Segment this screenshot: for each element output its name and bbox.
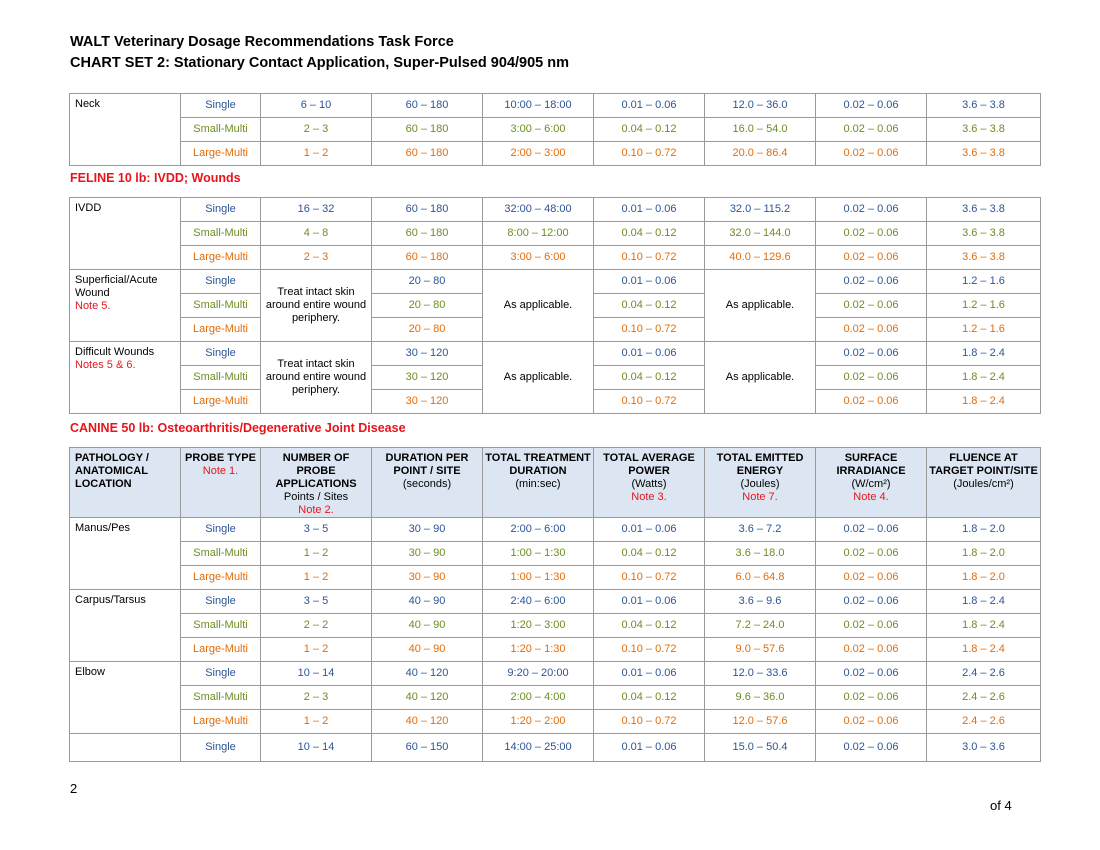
total-duration-cell: 1:20 – 1:30 [483, 638, 594, 662]
probe-type-cell: Large-Multi [181, 390, 261, 414]
header-note: Note 7. [742, 491, 778, 503]
duration-cell: 30 – 120 [372, 390, 483, 414]
surface-irradiance-cell: 0.02 – 0.06 [816, 662, 927, 686]
probe-applications-cell: 1 – 2 [261, 710, 372, 734]
average-power-cell: 0.10 – 0.72 [594, 142, 705, 166]
header-note: Note 4. [853, 491, 889, 503]
emitted-energy-cell: 20.0 – 86.4 [705, 142, 816, 166]
header-unit: (Joules) [740, 478, 780, 490]
pathology-cell [70, 198, 181, 270]
total-duration-cell: 2:00 – 3:00 [483, 142, 594, 166]
probe-type-cell: Large-Multi [181, 566, 261, 590]
emitted-energy-cell: 32.0 – 144.0 [705, 222, 816, 246]
table-row [70, 662, 1041, 686]
probe-type-cell: Single [181, 518, 261, 542]
header-duration [372, 448, 483, 518]
average-power-cell: 0.04 – 0.12 [594, 222, 705, 246]
pathology-cell [70, 662, 181, 734]
surface-irradiance-cell: 0.02 – 0.06 [816, 390, 927, 414]
table-header-row [70, 448, 1041, 518]
header-surface-irradiance [816, 448, 927, 518]
fluence-cell: 1.8 – 2.4 [927, 590, 1041, 614]
pathology-note: Note 5. [75, 300, 111, 312]
fluence-cell: 1.8 – 2.4 [927, 614, 1041, 638]
probe-type-cell: Large-Multi [181, 638, 261, 662]
header-unit: (Watts) [631, 478, 667, 490]
probe-applications-cell: 4 – 8 [261, 222, 372, 246]
surface-irradiance-cell: 0.02 – 0.06 [816, 342, 927, 366]
average-power-cell: 0.01 – 0.06 [594, 518, 705, 542]
duration-cell: 30 – 90 [372, 518, 483, 542]
table-row [70, 734, 1041, 762]
surface-irradiance-cell: 0.02 – 0.06 [816, 294, 927, 318]
average-power-cell: 0.10 – 0.72 [594, 710, 705, 734]
probe-type-cell: Small-Multi [181, 222, 261, 246]
fluence-cell: 1.8 – 2.0 [927, 566, 1041, 590]
page-number: 2 [70, 781, 78, 796]
canine-dosage-table [69, 447, 1041, 762]
probe-type-cell: Single [181, 734, 261, 762]
fluence-cell: 2.4 – 2.6 [927, 686, 1041, 710]
table-row [70, 94, 1041, 118]
total-duration-cell: 8:00 – 12:00 [483, 222, 594, 246]
average-power-cell: 0.04 – 0.12 [594, 686, 705, 710]
duration-cell: 30 – 90 [372, 566, 483, 590]
duration-cell: 20 – 80 [372, 270, 483, 294]
surface-irradiance-cell: 0.02 – 0.06 [816, 518, 927, 542]
probe-applications-cell: 10 – 14 [261, 734, 372, 762]
chart-set-subtitle: CHART SET 2: Stationary Contact Application, Super-Pulsed 904/905 nm [70, 55, 570, 71]
probe-type-cell: Large-Multi [181, 710, 261, 734]
probe-applications-cell: 1 – 2 [261, 638, 372, 662]
header-fluence [927, 448, 1041, 518]
probe-applications-cell: 2 – 3 [261, 118, 372, 142]
surface-irradiance-cell: 0.02 – 0.06 [816, 118, 927, 142]
fluence-cell: 1.8 – 2.4 [927, 638, 1041, 662]
probe-type-cell: Large-Multi [181, 246, 261, 270]
fluence-cell: 1.2 – 1.6 [927, 318, 1041, 342]
header-label: FLUENCE AT TARGET POINT/SITE [929, 452, 1038, 477]
pathology-cell [70, 518, 181, 590]
surface-irradiance-cell: 0.02 – 0.06 [816, 366, 927, 390]
probe-type-cell: Small-Multi [181, 294, 261, 318]
probe-type-cell: Single [181, 270, 261, 294]
duration-cell: 60 – 180 [372, 222, 483, 246]
table-row [70, 686, 1041, 710]
duration-cell: 40 – 90 [372, 638, 483, 662]
emitted-energy-cell: 12.0 – 57.6 [705, 710, 816, 734]
duration-cell: 60 – 180 [372, 118, 483, 142]
table-row [70, 222, 1041, 246]
table-row [70, 566, 1041, 590]
fluence-cell: 3.6 – 3.8 [927, 198, 1041, 222]
pathology-note: Notes 5 & 6. [75, 359, 136, 371]
probe-applications-cell: 3 – 5 [261, 590, 372, 614]
probe-applications-cell: 2 – 3 [261, 686, 372, 710]
probe-applications-cell: 1 – 2 [261, 566, 372, 590]
pathology-cell [70, 270, 181, 342]
total-duration-cell: 2:00 – 4:00 [483, 686, 594, 710]
header-unit: Points / Sites [283, 491, 349, 503]
total-duration-cell: 2:40 – 6:00 [483, 590, 594, 614]
surface-irradiance-cell: 0.02 – 0.06 [816, 614, 927, 638]
header-unit: (seconds) [402, 478, 452, 490]
total-duration-cell: 10:00 – 18:00 [483, 94, 594, 118]
duration-cell: 20 – 80 [372, 318, 483, 342]
probe-applications-cell: 1 – 2 [261, 542, 372, 566]
fluence-cell: 1.8 – 2.4 [927, 366, 1041, 390]
emitted-energy-cell: 3.6 – 18.0 [705, 542, 816, 566]
duration-cell: 40 – 120 [372, 710, 483, 734]
duration-cell: 60 – 180 [372, 142, 483, 166]
fluence-cell: 1.8 – 2.0 [927, 518, 1041, 542]
duration-cell: 60 – 150 [372, 734, 483, 762]
header-label: TOTAL EMITTED ENERGY [716, 452, 804, 477]
duration-cell: 40 – 90 [372, 590, 483, 614]
neck-dosage-table [69, 93, 1041, 166]
header-label: PATHOLOGY / ANATOMICAL LOCATION [75, 452, 149, 490]
surface-irradiance-cell: 0.02 – 0.06 [816, 94, 927, 118]
emitted-energy-cell: 9.6 – 36.0 [705, 686, 816, 710]
duration-cell: 40 – 120 [372, 686, 483, 710]
surface-irradiance-cell: 0.02 – 0.06 [816, 686, 927, 710]
table-row [70, 542, 1041, 566]
table-row [70, 142, 1041, 166]
fluence-cell: 1.8 – 2.0 [927, 542, 1041, 566]
average-power-cell: 0.04 – 0.12 [594, 118, 705, 142]
probe-applications-cell: 6 – 10 [261, 94, 372, 118]
table-row [70, 518, 1041, 542]
probe-type-cell: Single [181, 94, 261, 118]
header-label: SURFACE IRRADIANCE [836, 452, 906, 477]
fluence-cell: 1.8 – 2.4 [927, 390, 1041, 414]
fluence-cell: 3.6 – 3.8 [927, 222, 1041, 246]
fluence-cell: 3.6 – 3.8 [927, 246, 1041, 270]
header-unit: (min:sec) [515, 478, 561, 490]
fluence-cell: 3.6 – 3.8 [927, 142, 1041, 166]
table-row [70, 198, 1041, 222]
total-duration-cell: 1:00 – 1:30 [483, 542, 594, 566]
total-duration-cell: 1:20 – 2:00 [483, 710, 594, 734]
total-duration-cell: 1:00 – 1:30 [483, 566, 594, 590]
total-duration-cell: 1:20 – 3:00 [483, 614, 594, 638]
header-label: PROBE TYPE [185, 452, 256, 464]
surface-irradiance-cell: 0.02 – 0.06 [816, 142, 927, 166]
pathology-name: Elbow [75, 666, 105, 678]
pathology-name: Carpus/Tarsus [75, 594, 146, 606]
surface-irradiance-cell: 0.02 – 0.06 [816, 590, 927, 614]
fluence-cell: 2.4 – 2.6 [927, 662, 1041, 686]
fluence-cell: 3.0 – 3.6 [927, 734, 1041, 762]
pathology-cell [70, 590, 181, 662]
probe-type-cell: Small-Multi [181, 542, 261, 566]
document-title: WALT Veterinary Dosage Recommendations Task Force [70, 34, 454, 50]
duration-cell: 40 – 90 [372, 614, 483, 638]
probe-applications-cell: 10 – 14 [261, 662, 372, 686]
header-label: TOTAL TREATMENT DURATION [485, 452, 591, 477]
fluence-cell: 1.8 – 2.4 [927, 342, 1041, 366]
duration-cell: 40 – 120 [372, 662, 483, 686]
duration-cell: 60 – 180 [372, 198, 483, 222]
header-emitted-energy [705, 448, 816, 518]
header-probe-applications [261, 448, 372, 518]
duration-cell: 30 – 90 [372, 542, 483, 566]
average-power-cell: 0.01 – 0.06 [594, 198, 705, 222]
surface-irradiance-cell: 0.02 – 0.06 [816, 710, 927, 734]
average-power-cell: 0.01 – 0.06 [594, 94, 705, 118]
table-row [70, 118, 1041, 142]
average-power-cell: 0.10 – 0.72 [594, 390, 705, 414]
probe-type-cell: Single [181, 198, 261, 222]
emitted-energy-cell: 32.0 – 115.2 [705, 198, 816, 222]
duration-cell: 20 – 80 [372, 294, 483, 318]
average-power-cell: 0.04 – 0.12 [594, 294, 705, 318]
total-duration-cell: 14:00 – 25:00 [483, 734, 594, 762]
emitted-energy-cell: 9.0 – 57.6 [705, 638, 816, 662]
duration-cell: 30 – 120 [372, 366, 483, 390]
probe-type-cell: Large-Multi [181, 318, 261, 342]
probe-applications-cell: Treat intact skin around entire wound periphery. [261, 270, 372, 342]
emitted-energy-cell: 6.0 – 64.8 [705, 566, 816, 590]
average-power-cell: 0.04 – 0.12 [594, 542, 705, 566]
surface-irradiance-cell: 0.02 – 0.06 [816, 566, 927, 590]
header-unit: (Joules/cm²) [953, 478, 1014, 490]
emitted-energy-cell: As applicable. [705, 270, 816, 342]
surface-irradiance-cell: 0.02 – 0.06 [816, 222, 927, 246]
fluence-cell: 3.6 – 3.8 [927, 118, 1041, 142]
header-total-duration [483, 448, 594, 518]
emitted-energy-cell: 16.0 – 54.0 [705, 118, 816, 142]
probe-applications-cell: 16 – 32 [261, 198, 372, 222]
surface-irradiance-cell: 0.02 – 0.06 [816, 638, 927, 662]
duration-cell: 30 – 120 [372, 342, 483, 366]
total-duration-cell: As applicable. [483, 270, 594, 342]
average-power-cell: 0.10 – 0.72 [594, 638, 705, 662]
probe-type-cell: Large-Multi [181, 142, 261, 166]
fluence-cell: 3.6 – 3.8 [927, 94, 1041, 118]
header-average-power [594, 448, 705, 518]
total-duration-cell: 3:00 – 6:00 [483, 118, 594, 142]
probe-applications-cell: 2 – 3 [261, 246, 372, 270]
probe-type-cell: Small-Multi [181, 614, 261, 638]
probe-type-cell: Single [181, 590, 261, 614]
header-label: DURATION PER POINT / SITE [385, 452, 469, 477]
feline-dosage-table [69, 197, 1041, 414]
probe-type-cell: Single [181, 342, 261, 366]
surface-irradiance-cell: 0.02 – 0.06 [816, 198, 927, 222]
surface-irradiance-cell: 0.02 – 0.06 [816, 542, 927, 566]
emitted-energy-cell: As applicable. [705, 342, 816, 414]
average-power-cell: 0.01 – 0.06 [594, 590, 705, 614]
fluence-cell: 1.2 – 1.6 [927, 270, 1041, 294]
total-duration-cell: 2:00 – 6:00 [483, 518, 594, 542]
table-row [70, 590, 1041, 614]
header-pathology [70, 448, 181, 518]
average-power-cell: 0.01 – 0.06 [594, 734, 705, 762]
average-power-cell: 0.10 – 0.72 [594, 566, 705, 590]
surface-irradiance-cell: 0.02 – 0.06 [816, 270, 927, 294]
emitted-energy-cell: 3.6 – 7.2 [705, 518, 816, 542]
header-note: Note 1. [202, 465, 239, 477]
pathology-name: Manus/Pes [75, 522, 131, 534]
average-power-cell: 0.10 – 0.72 [594, 318, 705, 342]
feline-section-heading: FELINE 10 lb: IVDD; Wounds [70, 171, 241, 185]
table-row [70, 638, 1041, 662]
surface-irradiance-cell: 0.02 – 0.06 [816, 734, 927, 762]
emitted-energy-cell: 40.0 – 129.6 [705, 246, 816, 270]
emitted-energy-cell: 12.0 – 36.0 [705, 94, 816, 118]
surface-irradiance-cell: 0.02 – 0.06 [816, 246, 927, 270]
fluence-cell: 2.4 – 2.6 [927, 710, 1041, 734]
duration-cell: 60 – 180 [372, 246, 483, 270]
surface-irradiance-cell: 0.02 – 0.06 [816, 318, 927, 342]
probe-applications-cell: 3 – 5 [261, 518, 372, 542]
table-row [70, 246, 1041, 270]
pathology-cell [70, 342, 181, 414]
header-unit: (W/cm²) [851, 478, 891, 490]
average-power-cell: 0.01 – 0.06 [594, 342, 705, 366]
total-duration-cell: 32:00 – 48:00 [483, 198, 594, 222]
pathology-cell [70, 94, 181, 166]
header-label: TOTAL AVERAGE POWER [603, 452, 695, 477]
probe-applications-cell: 2 – 2 [261, 614, 372, 638]
probe-type-cell: Small-Multi [181, 686, 261, 710]
pathology-cell [70, 734, 181, 762]
emitted-energy-cell: 7.2 – 24.0 [705, 614, 816, 638]
canine-section-heading: CANINE 50 lb: Osteoarthritis/Degenerative Joint Disease [70, 421, 406, 435]
table-row [70, 342, 1041, 366]
average-power-cell: 0.04 – 0.12 [594, 366, 705, 390]
table-row [70, 614, 1041, 638]
average-power-cell: 0.04 – 0.12 [594, 614, 705, 638]
header-probe-type [181, 448, 261, 518]
probe-type-cell: Small-Multi [181, 118, 261, 142]
pathology-name: Difficult Wounds [75, 346, 155, 358]
table-row [70, 270, 1041, 294]
probe-applications-cell: Treat intact skin around entire wound periphery. [261, 342, 372, 414]
average-power-cell: 0.01 – 0.06 [594, 270, 705, 294]
emitted-energy-cell: 3.6 – 9.6 [705, 590, 816, 614]
pathology-name: Neck [75, 98, 101, 110]
total-duration-cell: As applicable. [483, 342, 594, 414]
header-note: Note 2. [298, 504, 334, 516]
emitted-energy-cell: 12.0 – 33.6 [705, 662, 816, 686]
header-note: Note 3. [631, 491, 667, 503]
probe-type-cell: Single [181, 662, 261, 686]
pathology-name: IVDD [75, 202, 102, 214]
duration-cell: 60 – 180 [372, 94, 483, 118]
total-duration-cell: 9:20 – 20:00 [483, 662, 594, 686]
pathology-name: Superficial/Acute Wound [75, 274, 158, 299]
probe-type-cell: Small-Multi [181, 366, 261, 390]
probe-applications-cell: 1 – 2 [261, 142, 372, 166]
emitted-energy-cell: 15.0 – 50.4 [705, 734, 816, 762]
page-count: of 4 [990, 798, 1012, 813]
table-row [70, 710, 1041, 734]
header-label: NUMBER OF PROBE APPLICATIONS [275, 452, 357, 490]
fluence-cell: 1.2 – 1.6 [927, 294, 1041, 318]
average-power-cell: 0.01 – 0.06 [594, 662, 705, 686]
average-power-cell: 0.10 – 0.72 [594, 246, 705, 270]
total-duration-cell: 3:00 – 6:00 [483, 246, 594, 270]
